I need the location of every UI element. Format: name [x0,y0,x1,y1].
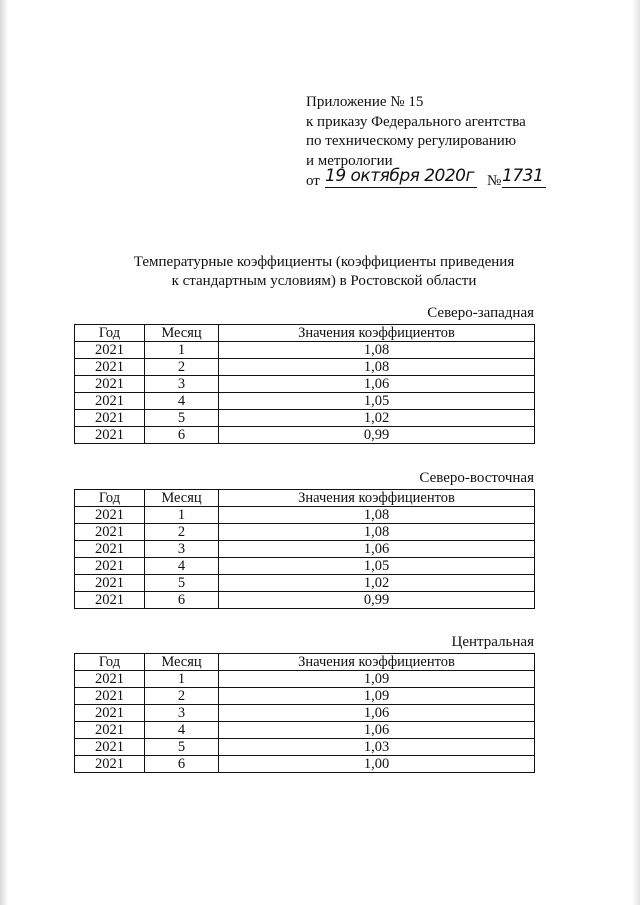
column-header-value: Значения коэффициентов [219,654,535,671]
cell-month: 2 [145,688,219,705]
table-row [75,756,535,773]
cell-month: 6 [145,756,219,773]
cell-year: 2021 [75,376,145,393]
scan-edge-left [0,0,8,905]
cell-month: 5 [145,575,219,592]
cell-month: 1 [145,342,219,359]
table-header-row [75,654,535,671]
cell-value: 1,08 [219,507,535,524]
number-prefix: № [487,173,502,189]
cell-value: 1,08 [219,524,535,541]
cell-year: 2021 [75,359,145,376]
cell-value: 1,06 [219,376,535,393]
cell-value: 1,08 [219,359,535,376]
table-row [75,722,535,739]
cell-month: 1 [145,671,219,688]
cell-value: 1,09 [219,671,535,688]
column-header-month: Месяц [145,325,219,342]
title-line-2: к стандартным условиям) в Ростовской области [171,273,477,289]
order-reference-line: к приказу Федерального агентства [306,113,526,130]
region-label-northeast: Северо-восточная [419,470,534,486]
cell-month: 4 [145,558,219,575]
cell-year: 2021 [75,427,145,444]
table-row [75,558,535,575]
cell-month: 3 [145,376,219,393]
cell-year: 2021 [75,393,145,410]
cell-month: 3 [145,705,219,722]
cell-value: 1,02 [219,575,535,592]
table-row [75,592,535,609]
table-row [75,359,535,376]
table-row [75,410,535,427]
table-row [75,427,535,444]
cell-value: 0,99 [219,592,535,609]
cell-value: 1,00 [219,756,535,773]
column-header-value: Значения коэффициентов [219,490,535,507]
cell-month: 2 [145,359,219,376]
coefficients-table-central [74,653,535,773]
table-row [75,739,535,756]
cell-year: 2021 [75,722,145,739]
table-row [75,507,535,524]
cell-month: 6 [145,427,219,444]
table-row [75,524,535,541]
column-header-year: Год [75,325,145,342]
table-header-row [75,490,535,507]
cell-year: 2021 [75,410,145,427]
cell-year: 2021 [75,558,145,575]
cell-value: 1,09 [219,688,535,705]
table-row [75,342,535,359]
cell-value: 0,99 [219,427,535,444]
table-row [75,541,535,558]
cell-month: 4 [145,722,219,739]
column-header-value: Значения коэффициентов [219,325,535,342]
table-header-row [75,325,535,342]
region-label-northwest: Северо-западная [427,305,534,321]
cell-year: 2021 [75,507,145,524]
cell-value: 1,05 [219,558,535,575]
cell-month: 6 [145,592,219,609]
cell-month: 4 [145,393,219,410]
cell-value: 1,05 [219,393,535,410]
appendix-header [306,93,544,193]
order-reference-line: по техническому регулированию [306,133,517,149]
handwritten-date: 19 октября 2020г [325,167,477,188]
table-row [75,671,535,688]
cell-value: 1,03 [219,739,535,756]
column-header-month: Месяц [145,654,219,671]
cell-year: 2021 [75,541,145,558]
table-row [75,705,535,722]
coefficients-table-northwest [74,324,535,444]
cell-year: 2021 [75,705,145,722]
cell-value: 1,08 [219,342,535,359]
cell-value: 1,02 [219,410,535,427]
column-header-year: Год [75,654,145,671]
cell-month: 5 [145,410,219,427]
scan-edge-right [632,0,640,905]
date-prefix: от [306,173,320,189]
order-reference-line: и метрологии [306,152,393,169]
cell-year: 2021 [75,688,145,705]
cell-year: 2021 [75,342,145,359]
order-date-number-line [306,166,544,193]
cell-value: 1,06 [219,722,535,739]
cell-month: 3 [145,541,219,558]
region-label-central: Центральная [451,634,534,650]
cell-year: 2021 [75,756,145,773]
appendix-number: Приложение № 15 [306,94,424,110]
cell-month: 5 [145,739,219,756]
cell-value: 1,06 [219,541,535,558]
cell-year: 2021 [75,524,145,541]
coefficients-table-northeast [74,489,535,609]
cell-month: 1 [145,507,219,524]
cell-year: 2021 [75,671,145,688]
column-header-year: Год [75,490,145,507]
cell-year: 2021 [75,575,145,592]
handwritten-order-number: 1731 [502,167,546,188]
cell-year: 2021 [75,592,145,609]
document-title [0,253,640,291]
cell-value: 1,06 [219,705,535,722]
column-header-month: Месяц [145,490,219,507]
table-row [75,575,535,592]
title-line-1: Температурные коэффициенты (коэффициенты приведения [133,254,515,270]
table-row [75,376,535,393]
table-row [75,393,535,410]
cell-month: 2 [145,524,219,541]
cell-year: 2021 [75,739,145,756]
table-row [75,688,535,705]
